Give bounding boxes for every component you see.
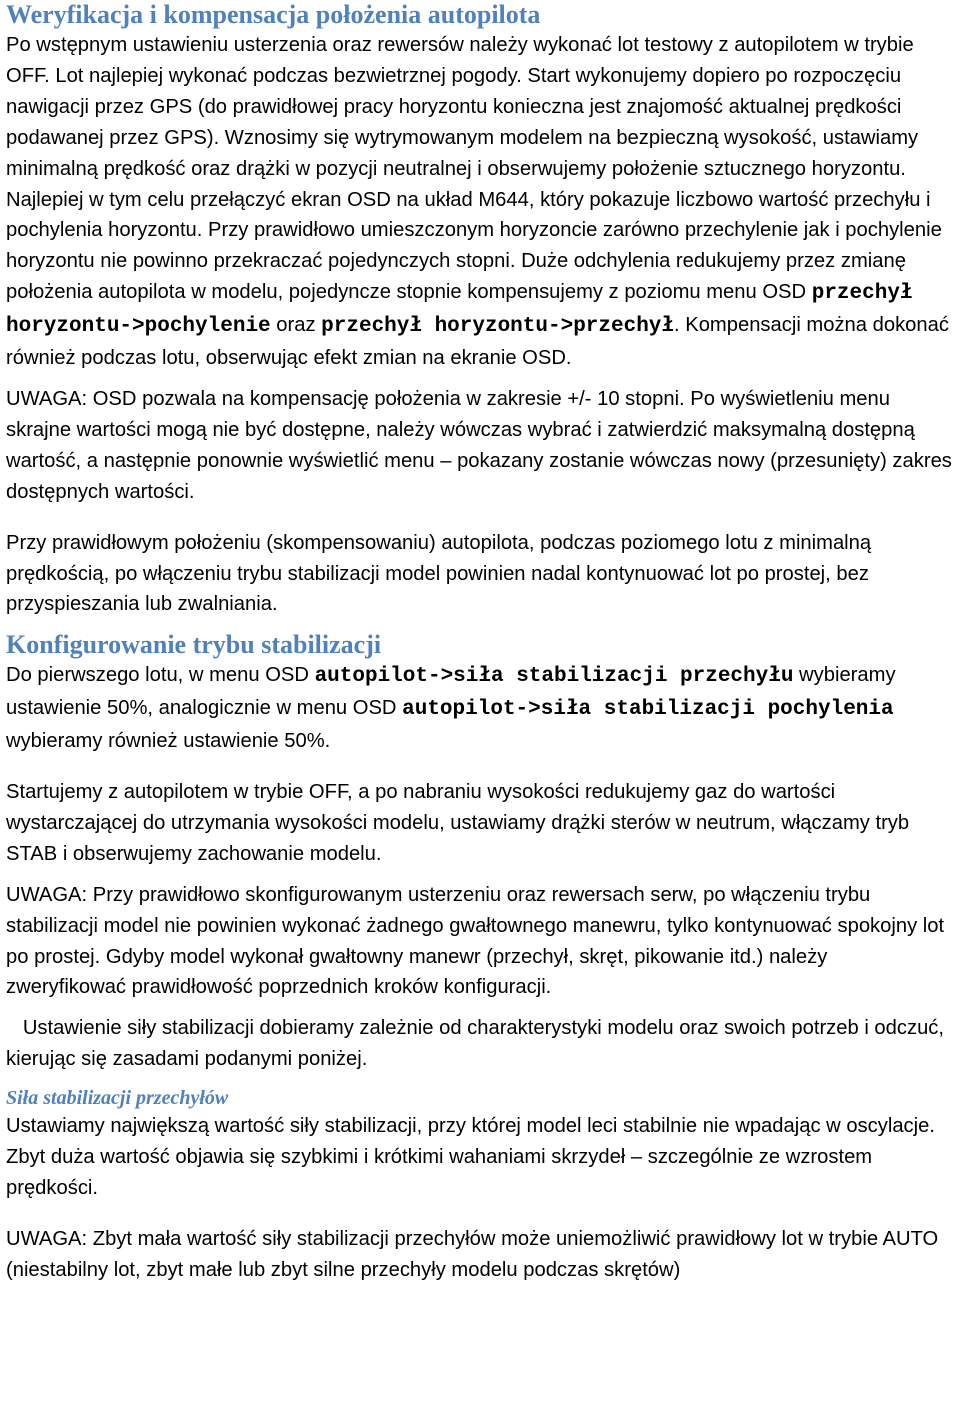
paragraph-strength-choice: Ustawienie siły stabilizacji dobieramy zależnie od charakterystyki modelu oraz swoich potrzeb i odczuć, kierując się zasadami podanymi poniżej. [6, 1017, 950, 1071]
menu-path-roll: przechył horyzontu->przechył [321, 315, 675, 339]
paragraph-roll-warning: UWAGA: Zbyt mała wartość siły stabilizacji przechyłów może uniemożliwić prawidłowy lot w trybie AUTO (niestabilny lot, zbyt małe lub zbyt silne przechyły modelu podczas skrętów) [6, 1227, 939, 1281]
paragraph-text: Po wstępnym ustawieniu usterzenia oraz rewersów należy wykonać lot testowy z autopilotem w trybie OFF. Lot najlepiej wykonać podczas bezwietrznej pogody. Start wykonujemy dopiero po rozpoczęciu nawigacji przez GPS (do prawidłowej pracy horyzontu konieczna jest znajomość aktualnej prędkości podawanej przez GPS). Wznosimy się wytrymowanym modelem na bezpieczną wysokość, ustawiamy minimalną prędkość oraz drążki w pozycji neutralnej i obserwujemy położenie sztucznego horyzontu. Najlepiej w tym celu przełączyć ekran OSD na układ M644, który pokazuje liczbowo wartość przechyłu i pochylenia horyzontu. Przy prawidłowo umieszczonym horyzoncie zarówno przechylenie jak i pochylenie horyzontu nie powinno przekraczać pojedynczych stopni. Duże odchylenia redukujemy przez zmianę położenia autopilota w modelu, pojedyncze stopnie kompensujemy z poziomu menu OSD [6, 34, 942, 304]
paragraph-text: oraz [270, 314, 322, 337]
paragraph-stab-warning: UWAGA: Przy prawidłowo skonfigurowanym usterzeniu oraz rewersach serw, po włączeniu trybu stabilizacji model nie powinien wykonać żadnego gwałtownego manewru, tylko kontynuować spokojny lot po prostej. Gdyby model wykonał gwałtowny manewr (przechył, skręt, pikowanie itd.) należy zweryfikować prawidłowość poprzednich kroków konfiguracji. [6, 883, 945, 999]
section-title-verification: Weryfikacja i kompensacja położenia autopilota [6, 0, 541, 29]
menu-path-roll-strength: autopilot->siła stabilizacji przechyłu [314, 665, 794, 689]
paragraph-first-flight [6, 660, 952, 757]
menu-path-pitch: przechył horyzontu->pochylenie [6, 282, 913, 339]
section-title-roll-strength: Siła stabilizacji przechyłów [6, 1087, 229, 1110]
document-page [6, 0, 952, 1286]
paragraph-text: Do pierwszego lotu, w menu OSD [6, 664, 315, 687]
paragraph-takeoff: Startujemy z autopilotem w trybie OFF, a po nabraniu wysokości redukujemy gaz do wartości wystarczającej do utrzymania wysokości modelu, ustawiamy drążki sterów w neutrum, włączamy tryb STAB i obserwujemy zachowanie modelu. [6, 781, 910, 865]
paragraph-correct-position: Przy prawidłowym położeniu (skompensowaniu) autopilota, podczas poziomego lotu z minimalną prędkością, po włączeniu trybu stabilizacji model powinien nadal kontynuować lot po prostej, bez przyspieszania lub zwalniania. [6, 531, 872, 616]
paragraph-verification-procedure [6, 30, 952, 374]
paragraph-roll-strength: Ustawiamy największą wartość siły stabilizacji, przy której model leci stabilnie nie wpadając w oscylacje. Zbyt duża wartość objawia się szybkimi i krótkimi wahaniami skrzydeł – szczególnie ze wzrostem prędkości. [6, 1115, 935, 1199]
paragraph-text: wybieramy ustawienie 50%, analogicznie w menu OSD [6, 664, 896, 720]
paragraph-text: . Kompensacji można dokonać również podczas lotu, obserwując efekt zmian na ekranie OSD. [6, 314, 949, 370]
menu-path-pitch-strength: autopilot->siła stabilizacji pochylenia [402, 698, 894, 722]
section-title-stabilization-config: Konfigurowanie trybu stabilizacji [6, 630, 382, 660]
paragraph-text: wybieramy również ustawienie 50%. [6, 730, 331, 753]
paragraph-osd-warning: UWAGA: OSD pozwala na kompensację położenia w zakresie +/- 10 stopni. Po wyświetleniu menu skrajne wartości mogą nie być dostępne, należy wówczas wybrać i zatwierdzić maksymalną dostępną wartość, a następnie ponownie wyświetlić menu – pokazany zostanie wówczas nowy (przesunięty) zakres dostępnych wartości. [6, 387, 952, 503]
